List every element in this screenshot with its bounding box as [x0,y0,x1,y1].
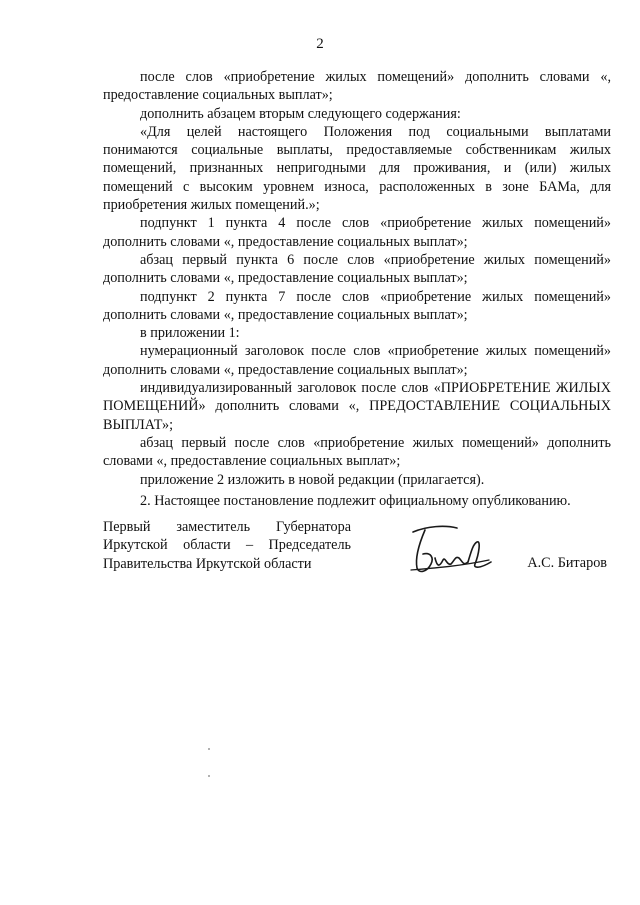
signer-title-line-2: Иркутской области – Председатель [103,537,351,554]
handwritten-signature [405,522,497,578]
scan-artifact [208,748,210,750]
signer-title-line-3: Правительства Иркутской области [103,555,312,572]
paragraph-individual-heading: индивидуализированный заголовок после слов «ПРИОБРЕТЕНИЕ ЖИЛЫХ ПОМЕЩЕНИЙ» дополнить словами «, ПРЕДОСТАВЛЕНИЕ СОЦИАЛЬНЫХ ВЫПЛАТ»; [103,380,611,433]
paragraph-definition: «Для целей настоящего Положения под социальными выплатами понимаются социальные выплаты, предоставляемые собственникам жилых помещений, признанных непригодными для проживания, и (или) жилых помещений с высоким уровнем износа, расположенных в зоне БАМа, для приобретения жилых помещений.»; [103,123,611,214]
signature-block [103,518,611,582]
document-body [103,68,611,510]
paragraph-amend-2: дополнить абзацем вторым следующего содержания: [140,105,461,122]
paragraph-appendix-1: в приложении 1: [140,325,240,342]
paragraph-appendix-2: приложение 2 изложить в новой редакции (прилагается). [140,471,485,488]
signer-title [103,518,351,573]
paragraph-subitem-4: подпункт 1 пункта 4 после слов «приобретение жилых помещений» дополнить словами «, предоставление социальных выплат»; [103,215,611,250]
paragraph-first-abzac: абзац первый после слов «приобретение жилых помещений» дополнить словами «, предоставление социальных выплат»; [103,434,611,470]
paragraph-numbering-heading: нумерационный заголовок после слов «приобретение жилых помещений» дополнить словами «, предоставление социальных выплат»; [103,343,611,378]
paragraph-item-6: абзац первый пункта 6 после слов «приобретение жилых помещений» дополнить словами «, предоставление социальных выплат»; [103,251,611,287]
scan-artifact [208,775,210,777]
paragraph-publication: 2. Настоящее постановление подлежит официальному опубликованию. [140,492,571,509]
paragraph-amend-1: после слов «приобретение жилых помещений» дополнить словами «, предоставление социальных выплат»; [103,69,611,104]
page-number: 2 [316,36,324,52]
paragraph-subitem-7: подпункт 2 пункта 7 после слов «приобретение жилых помещений» дополнить словами «, предоставление социальных выплат»; [103,288,611,323]
signer-title-line-1: Первый заместитель Губернатора [103,519,351,535]
signer-name: А.С. Битаров [527,555,607,571]
